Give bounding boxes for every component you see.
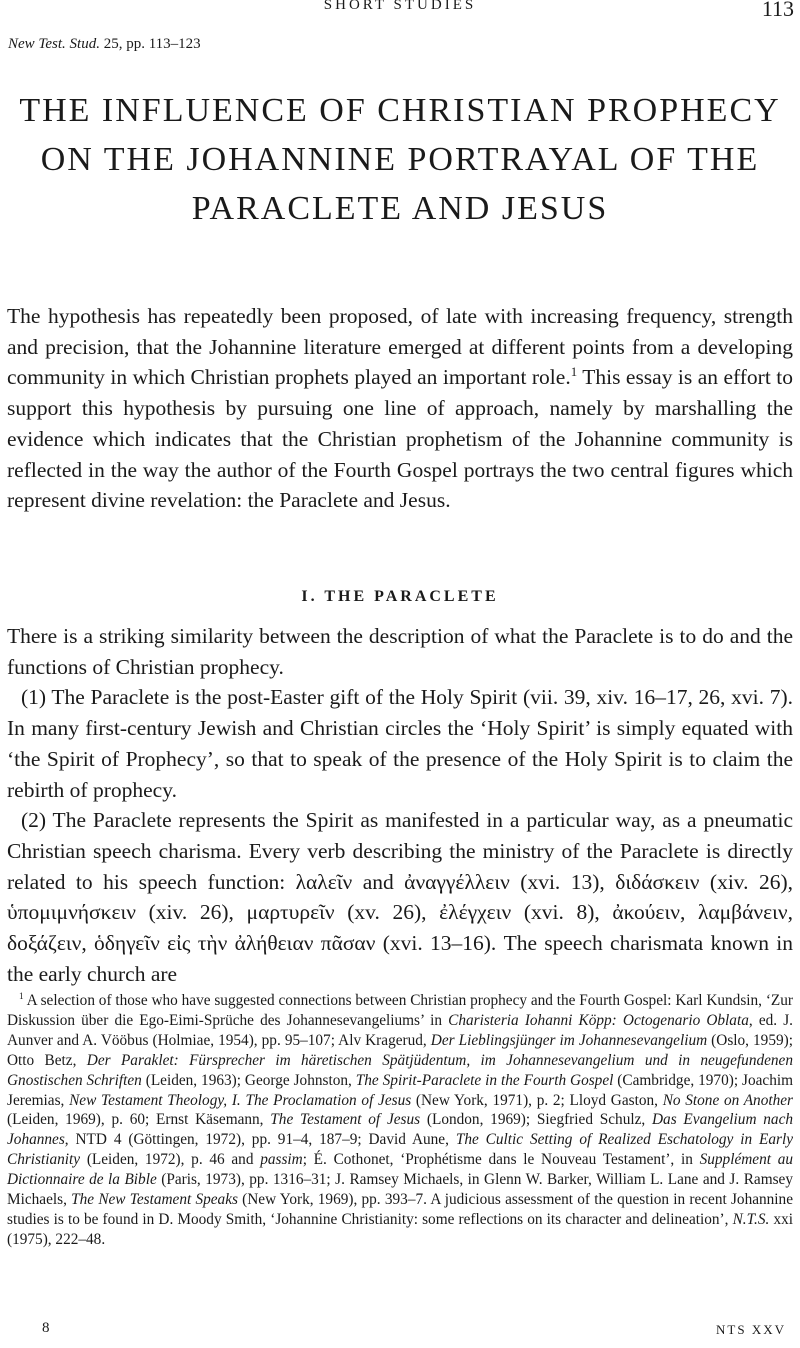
footnote-text: (New York, 1971), p. 2; Lloyd Gaston,	[411, 1091, 663, 1109]
footnote-title: N.T.S.	[732, 1210, 770, 1228]
footnote-title: The Testament of Jesus	[270, 1111, 421, 1129]
footer-journal: NTS XXV	[716, 1322, 786, 1337]
footnote-title: Charisteria Iohanni Köpp: Octogenario Oblata	[448, 1011, 749, 1029]
footnote-text: xxi (1975), 222–48.	[7, 1210, 793, 1248]
volume-pages: 25, pp. 113–123	[103, 36, 201, 52]
footnote-title: Supplément au Dictionnaire de la Bible	[7, 1151, 793, 1189]
intro-paragraph	[7, 301, 793, 516]
intro-text-before-note: The hypothesis has repeatedly been proposed, of late with increasing frequency, strength and precision, that the Johannine literature emerged at different points from a developing community in which Christian prophets played an important role.	[7, 304, 793, 390]
footnote-text: (Oslo, 1959); Otto Betz,	[7, 1031, 793, 1069]
footnote-number: 1	[19, 990, 24, 1001]
intro-text-after-note: This essay is an effort to support this hypothesis by pursuing one line of approach, namely by marshalling the evidence which indicates that the Christian prophetism of the Johannine community is reflected in the way the author of the Fourth Gospel portrays the two central figures which represent divine revelation: the Paraclete and Jesus.	[7, 365, 793, 513]
journal-citation	[8, 36, 201, 53]
signature-mark: 8	[42, 1320, 50, 1336]
section-paragraph-2: (1) The Paraclete is the post-Easter gift of the Holy Spirit (vii. 39, xiv. 16–17, 26, xvi. 7). In many first-century Jewish and Christian circles the ‘Holy Spirit’ is simply equated with ‘the Spirit of Prophecy’, so that to speak of the presence of the Holy Spirit is to claim the rebirth of prophecy.	[7, 685, 793, 802]
footnote-text: (Leiden, 1972), p. 46 and	[80, 1151, 261, 1169]
section-paragraph-1: There is a striking similarity between the description of what the Paraclete is to do and the functions of Christian prophecy.	[7, 624, 793, 679]
footnote-title: The Spirit-Paraclete in the Fourth Gospel	[355, 1071, 614, 1089]
footnote-title: Das Evangelium nach Johannes	[7, 1111, 794, 1149]
footnote-title: The Cultic Setting of Realized Eschatology in Early Christianity	[7, 1131, 793, 1169]
section-paragraph-3: (2) The Paraclete represents the Spirit as manifested in a particular way, as a pneumatic Christian speech charisma. Every verb describing the ministry of the Paraclete is directly related to his speech function: λαλεῖν and ἀναγγέλλειν (xvi. 13), διδάσκειν (xiv. 26), ὑπομιμνήσκειν (xiv. 26), μαρτυρεῖν (xv. 26), ἐλέγχειν (xvi. 8), ἀκούειν, λαμβάνειν, δοξάζειν, ὁδηγεῖν εἰς τὴν ἀλήθειαν πᾶσαν (xvi. 13–16). The speech charismata known in the early church are	[7, 808, 793, 986]
running-head-title: SHORT STUDIES	[323, 0, 477, 13]
footnote-1	[7, 991, 793, 1250]
page-number: 113	[761, 0, 794, 21]
footnote-text: A selection of those who have suggested connections between Christian prophecy and the Fourth Gospel: Karl Kundsin, ‘Zur Diskussion über die Ego-Eimi-Sprüche des Johannesevangeliums’ in	[7, 992, 793, 1029]
footnote-text: , ed. J. Aunver and A. Vööbus (Holmiae, 1954), pp. 95–107; Alv Kragerud,	[7, 1011, 793, 1049]
footnote-title: New Testament Theology, I. The Proclamation of Jesus	[69, 1091, 412, 1109]
footnote-title: The New Testament Speaks	[71, 1191, 238, 1209]
footnote-title: passim	[260, 1151, 303, 1169]
footnote-text: (Cambridge, 1970); Joachim Jeremias,	[7, 1071, 793, 1109]
footnote-title: No Stone on Another	[662, 1091, 793, 1109]
section-body	[7, 621, 793, 989]
journal-name: New Test. Stud.	[8, 36, 100, 52]
footnote-title: Der Paraklet: Fürsprecher im häretischen Spätjüdentum, im Johannesevangelium und in neugefundenen Gnostischen Schriften	[7, 1051, 793, 1089]
footnote-text: (New York, 1969), pp. 393–7. A judicious assessment of the question in recent Johannine studies is to be found in D. Moody Smith, ‘Johannine Christianity: some reflections on its character and delineation’,	[7, 1191, 793, 1228]
footnote-text: (Paris, 1973), pp. 1316–31; J. Ramsey Michaels, in Glenn W. Barker, William L. Lane and J. Ramsey Michaels,	[7, 1171, 793, 1209]
footnote-text: , NTD 4 (Göttingen, 1972), pp. 91–4, 187–9; David Aune,	[64, 1131, 456, 1149]
footnote-text: ; É. Cothonet, ‘Prophétisme dans le Nouveau Testament’, in	[302, 1151, 700, 1169]
article-title: THE INFLUENCE OF CHRISTIAN PROPHECY ON THE JOHANNINE PORTRAYAL OF THE PARACLETE AND JESUS	[19, 92, 781, 227]
footnote-text: (Leiden, 1963); George Johnston,	[141, 1071, 356, 1089]
section-heading: I. THE PARACLETE	[301, 588, 499, 605]
footnote-reference[interactable]: 1	[570, 365, 578, 380]
footnote-text: (Leiden, 1969), p. 60; Ernst Käsemann,	[7, 1111, 271, 1129]
running-head	[0, 0, 800, 22]
footnote-title: Der Lieblingsjünger im Johannesevangelium	[430, 1031, 708, 1049]
footnote-text: (London, 1969); Siegfried Schulz,	[420, 1111, 652, 1129]
